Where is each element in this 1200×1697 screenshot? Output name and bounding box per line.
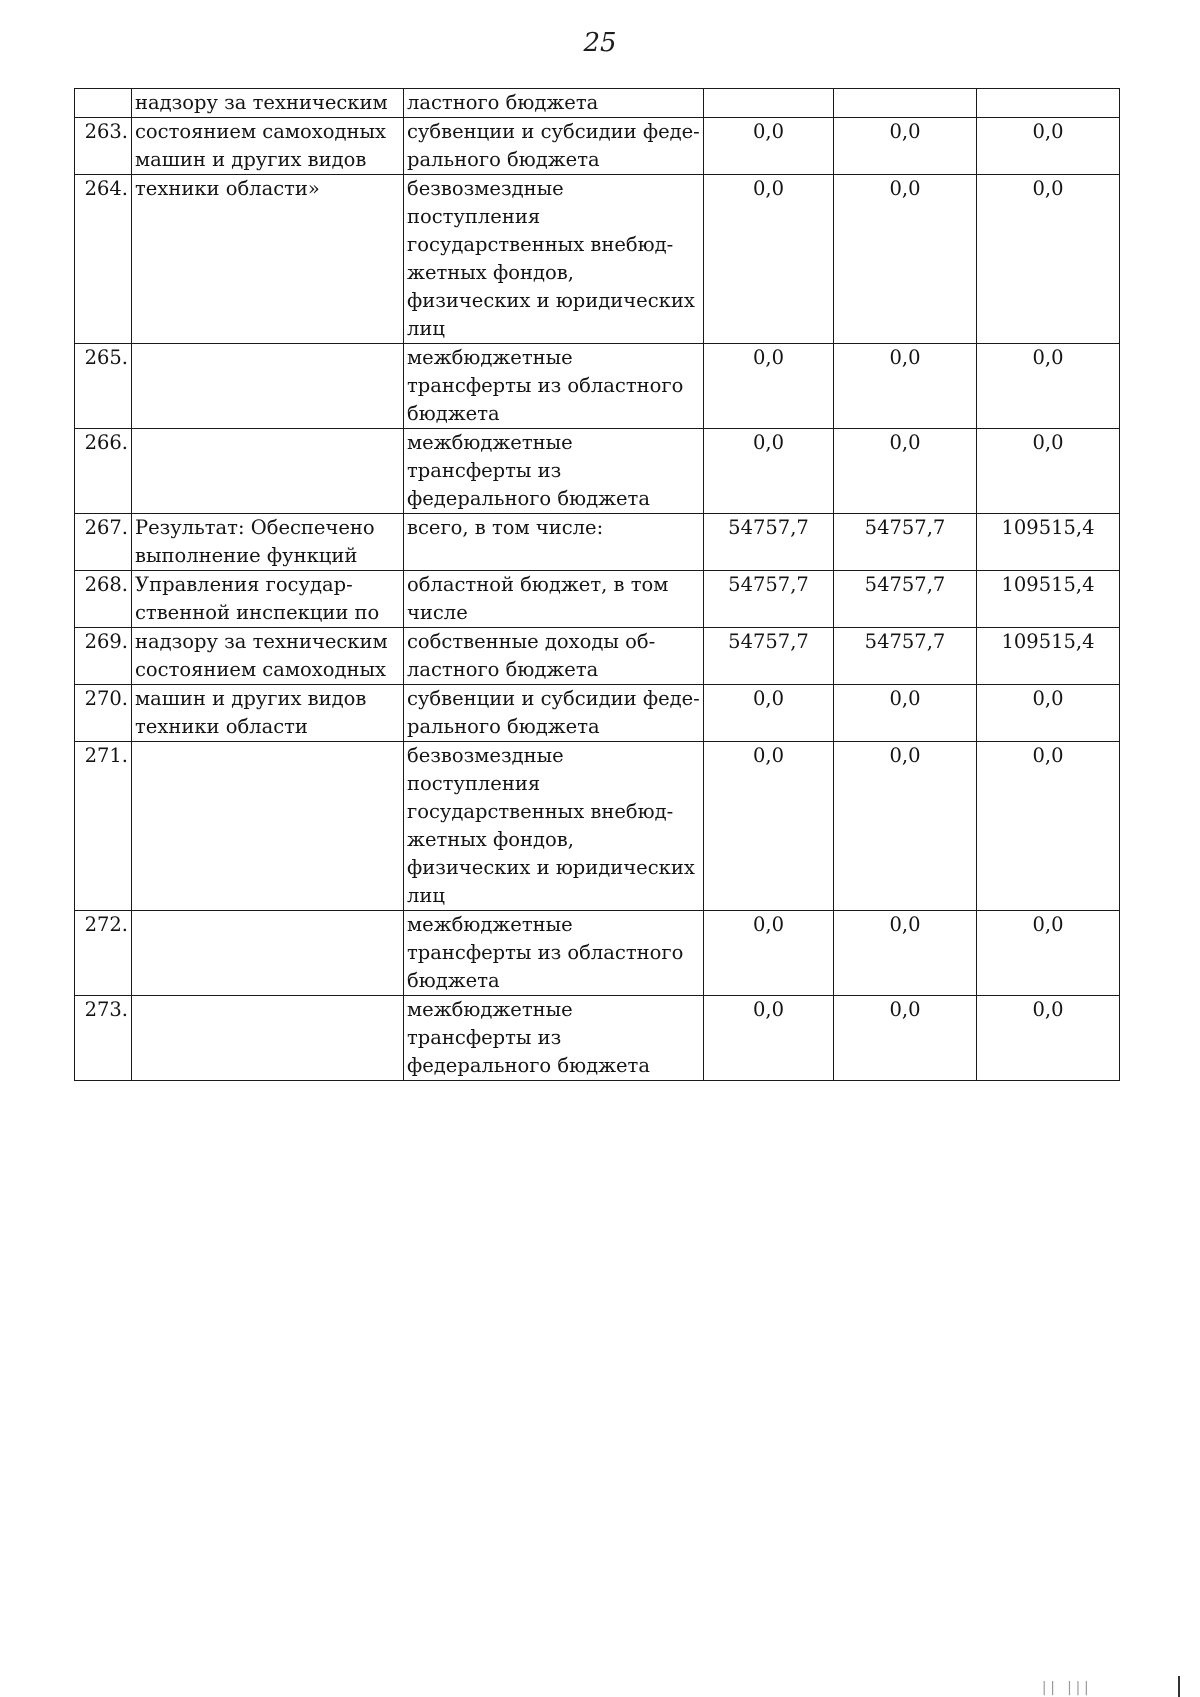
value-total: 109515,4 <box>977 514 1120 571</box>
row-number: 273. <box>75 996 132 1081</box>
row-number: 263. <box>75 118 132 175</box>
row-number: 266. <box>75 429 132 514</box>
table-row <box>75 429 1120 514</box>
row-number: 272. <box>75 911 132 996</box>
value-year-1: 0,0 <box>704 911 834 996</box>
value-total: 0,0 <box>977 742 1120 911</box>
measure-name-cell <box>132 742 404 911</box>
value-total: 0,0 <box>977 685 1120 742</box>
row-number: 270. <box>75 685 132 742</box>
value-total: 0,0 <box>977 429 1120 514</box>
funding-source-cell: собственные доходы об-ластного бюджета <box>404 628 704 685</box>
funding-source-cell: всего, в том числе: <box>404 514 704 571</box>
table-row <box>75 742 1120 911</box>
table-row <box>75 118 1120 175</box>
value-total <box>977 89 1120 118</box>
funding-source-cell: безвозмездные поступления государственных внебюд-жетных фондов, физических и юридических лиц <box>404 742 704 911</box>
measure-name-cell <box>132 996 404 1081</box>
measure-name-cell: Управления государ-ственной инспекции по <box>132 571 404 628</box>
value-year-2: 54757,7 <box>834 514 977 571</box>
table-row <box>75 996 1120 1081</box>
table-row <box>75 89 1120 118</box>
measure-name-cell: Результат: Обеспечено выполнение функций <box>132 514 404 571</box>
funding-source-cell: субвенции и субсидии феде-рального бюджета <box>404 685 704 742</box>
value-total: 0,0 <box>977 911 1120 996</box>
value-year-2: 54757,7 <box>834 628 977 685</box>
table-row <box>75 175 1120 344</box>
measure-name-cell: техники области» <box>132 175 404 344</box>
value-year-1 <box>704 89 834 118</box>
value-year-1: 0,0 <box>704 429 834 514</box>
value-year-1: 0,0 <box>704 685 834 742</box>
value-total: 0,0 <box>977 118 1120 175</box>
value-year-2: 0,0 <box>834 742 977 911</box>
row-number: 271. <box>75 742 132 911</box>
funding-source-cell: межбюджетные трансферты из областного бюджета <box>404 344 704 429</box>
measure-name-cell: машин и других видов техники области <box>132 685 404 742</box>
table-row <box>75 514 1120 571</box>
value-year-2: 0,0 <box>834 429 977 514</box>
table-row <box>75 911 1120 996</box>
value-year-2: 0,0 <box>834 996 977 1081</box>
value-year-1: 0,0 <box>704 118 834 175</box>
measure-name-cell: надзору за техническим состоянием самоходных <box>132 628 404 685</box>
row-number: 269. <box>75 628 132 685</box>
scan-marks: || ||| <box>1040 1680 1091 1696</box>
measure-name-cell <box>132 429 404 514</box>
value-year-2: 0,0 <box>834 118 977 175</box>
value-year-2: 0,0 <box>834 344 977 429</box>
row-number <box>75 89 132 118</box>
measure-name-cell <box>132 911 404 996</box>
value-year-2: 0,0 <box>834 175 977 344</box>
row-number: 265. <box>75 344 132 429</box>
value-total: 109515,4 <box>977 628 1120 685</box>
value-year-1: 54757,7 <box>704 571 834 628</box>
value-year-2: 54757,7 <box>834 571 977 628</box>
row-number: 264. <box>75 175 132 344</box>
value-total: 109515,4 <box>977 571 1120 628</box>
row-number: 268. <box>75 571 132 628</box>
funding-source-cell: межбюджетные трансферты из федерального бюджета <box>404 996 704 1081</box>
value-year-1: 54757,7 <box>704 628 834 685</box>
scan-edge-mark <box>1178 1676 1180 1697</box>
measure-name-cell: надзору за техническим <box>132 89 404 118</box>
row-number: 267. <box>75 514 132 571</box>
funding-source-cell: областной бюджет, в том числе <box>404 571 704 628</box>
value-total: 0,0 <box>977 175 1120 344</box>
budget-table <box>74 88 1120 1081</box>
value-year-1: 54757,7 <box>704 514 834 571</box>
value-year-1: 0,0 <box>704 175 834 344</box>
value-year-2: 0,0 <box>834 911 977 996</box>
funding-source-cell: безвозмездные поступления государственных внебюд-жетных фондов, физических и юридических лиц <box>404 175 704 344</box>
measure-name-cell: состоянием самоходных машин и других видов <box>132 118 404 175</box>
value-total: 0,0 <box>977 996 1120 1081</box>
funding-source-cell: межбюджетные трансферты из областного бюджета <box>404 911 704 996</box>
table-row <box>75 628 1120 685</box>
measure-name-cell <box>132 344 404 429</box>
page-number: 25 <box>583 28 617 58</box>
value-year-1: 0,0 <box>704 344 834 429</box>
table-row <box>75 344 1120 429</box>
value-total: 0,0 <box>977 344 1120 429</box>
value-year-1: 0,0 <box>704 742 834 911</box>
value-year-1: 0,0 <box>704 996 834 1081</box>
value-year-2 <box>834 89 977 118</box>
funding-source-cell: межбюджетные трансферты из федерального бюджета <box>404 429 704 514</box>
value-year-2: 0,0 <box>834 685 977 742</box>
table-row <box>75 571 1120 628</box>
funding-source-cell: субвенции и субсидии феде-рального бюджета <box>404 118 704 175</box>
funding-source-cell: ластного бюджета <box>404 89 704 118</box>
table-row <box>75 685 1120 742</box>
